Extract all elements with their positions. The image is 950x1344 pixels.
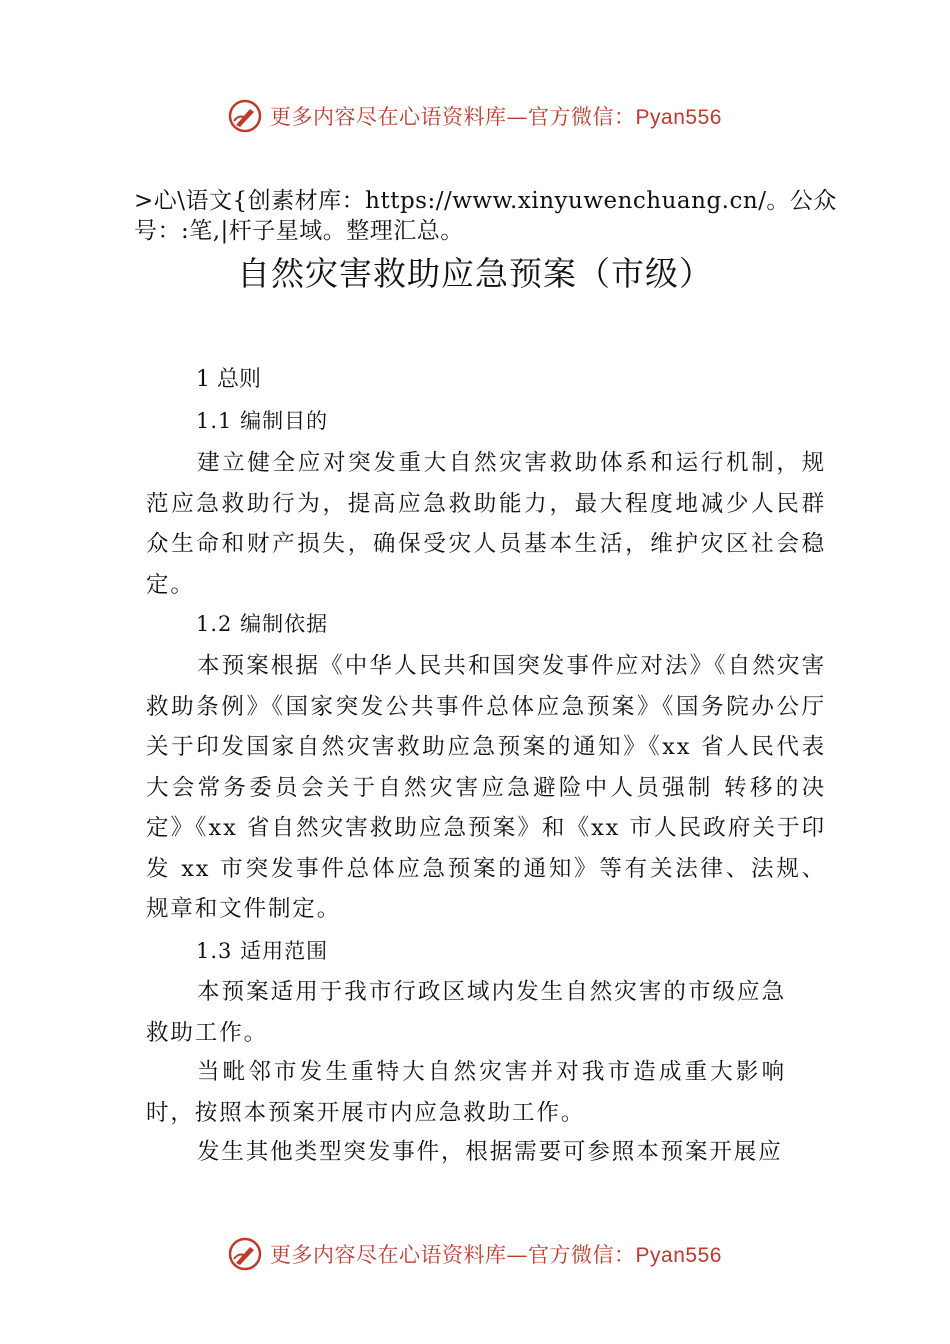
- banner-wechat-label: 官方微信：: [528, 105, 636, 129]
- banner-text: [270, 1239, 722, 1269]
- paragraph-1-3-c: 发生其他类型突发事件，根据需要可参照本预案开展应: [197, 1139, 783, 1165]
- footer-banner: [0, 1234, 950, 1274]
- section-heading-1-1: 1.1 编制目的: [196, 409, 329, 433]
- banner-wechat-id: Pyan556: [635, 1244, 722, 1267]
- source-note: >心\语文{创素材库：https://www.xinyuwenchuang.cn/。公众号：:笔,|杆子星域。整理汇总。: [134, 188, 837, 244]
- banner-main: 更多内容尽在心语资料库: [270, 105, 507, 129]
- pen-logo-icon: [228, 99, 262, 133]
- section-heading-1: 1 总则: [196, 367, 261, 392]
- paragraph-1-3-a: 本预案适用于我市行政区域内发生自然灾害的市级应急救助工作。: [146, 979, 786, 1046]
- pen-logo-icon: [228, 1237, 262, 1271]
- header-banner: [0, 96, 950, 136]
- paragraph-1-1: 建立健全应对突发重大自然灾害救助体系和运行机制，规范应急救助行为，提高应急救助能力，最大程度地减少人民群众生命和财产损失，确保受灾人员基本生活，维护灾区社会稳定。: [146, 450, 826, 598]
- banner-wechat-label: 官方微信：: [528, 1243, 636, 1267]
- banner-dash: —: [506, 1243, 529, 1267]
- banner-dash: —: [506, 105, 529, 129]
- banner-wechat-id: Pyan556: [635, 106, 722, 129]
- section-heading-1-2: 1.2 编制依据: [196, 612, 329, 636]
- document-title: 自然灾害救助应急预案（市级）: [237, 254, 713, 293]
- paragraph-1-2: 本预案根据《中华人民共和国突发事件应对法》《自然灾害救助条例》《国家突发公共事件总体应急预案》《国务院办公厅关于印发国家自然灾害救助应急预案的通知》《xx 省人民代表大会常务委员会关于自然灾害应急避险中人员强制 转移的决定》《xx 省自然灾害救助应急预案》和《xx 市人民政府关于印发 xx 市突发事件总体应急预案的通知》等有关法律、法规、规章和文件制定。: [146, 653, 826, 922]
- paragraph-1-3-b: 当毗邻市发生重特大自然灾害并对我市造成重大影响时，按照本预案开展市内应急救助工作。: [146, 1059, 786, 1126]
- section-heading-1-3: 1.3 适用范围: [196, 939, 329, 963]
- banner-main: 更多内容尽在心语资料库: [270, 1243, 507, 1267]
- banner-text: [270, 101, 722, 131]
